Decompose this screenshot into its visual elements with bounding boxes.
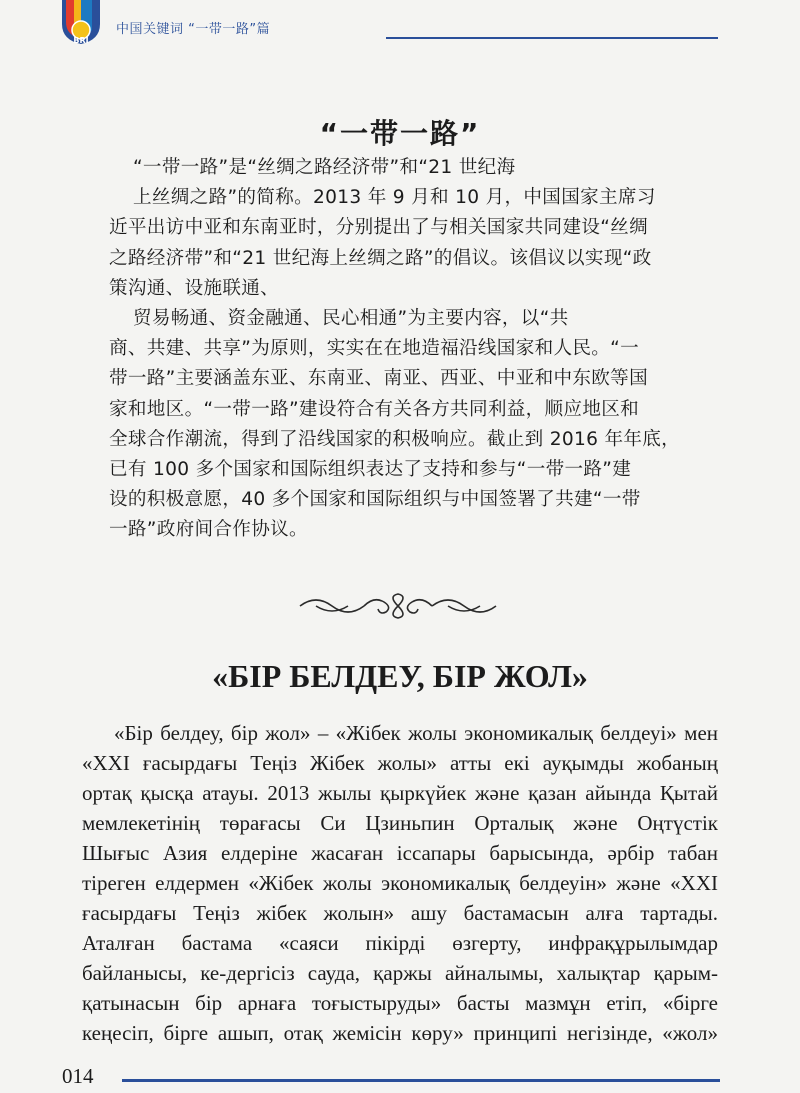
kz-line: ортақ қысқа атауы. 2013 жылы қыркүйек және қазан айында Қытай [82, 781, 718, 805]
bri-logo [56, 0, 106, 46]
kz-line: байланысы, ке-дергісіз сауда, қаржы айналымы, халықтар қарым- [82, 961, 718, 985]
cn-line: 带一路”主要涵盖东亚、东南亚、南亚、西亚、中亚和中东欧等国 [109, 368, 648, 390]
series-title: 中国关键词 “一带一路”篇 [116, 22, 271, 37]
kz-line: Шығыс Азия елдеріне жасаған іссапары барысында, әрбір табан [82, 841, 718, 865]
kz-line: «Бір белдеу, бір жол» – «Жібек жолы экономикалық белдеуі» мен [114, 721, 718, 745]
kz-line: Аталған бастама «саяси пікірді өзгерту, инфрақұрылымдар [82, 931, 718, 955]
kz-line: кеңесіп, бірге ашып, отақ жемісін көру» принципі негізінде, «жол» [82, 1021, 718, 1045]
page-header [0, 0, 800, 50]
kz-line: қатынасын бір арнаға тоғыстыруды» басты мазмұн етіп, «бірге [82, 991, 718, 1015]
chinese-heading: “一带一路” [319, 117, 481, 150]
cn-line: 贸易畅通、资金融通、民心相通”为主要内容，以“共 [133, 308, 569, 330]
cn-line: 近平出访中亚和东南亚时，分别提出了与相关国家共同建设“丝绸 [109, 217, 648, 239]
cn-line: 全球合作潮流，得到了沿线国家的积极响应。截止到 2016 年年底， [109, 428, 681, 450]
cn-line: 一路”政府间合作协议。 [109, 519, 308, 541]
kazakh-heading: «БІР БЕЛДЕУ, БІР ЖОЛ» [212, 658, 588, 694]
chinese-paragraph [109, 153, 703, 546]
logo-text: BRI [73, 36, 89, 45]
kz-line: мемлекетінің төрағасы Си Цзиньпин Орталық және Оңтүстік [82, 811, 718, 835]
cn-line: 之路经济带”和“21 世纪海上丝绸之路”的倡议。该倡议以实现“政 [109, 247, 652, 269]
cn-line: 设的积极意愿，40 多个国家和国际组织与中国签署了共建“一带 [109, 489, 641, 511]
cn-line: 已有 100 多个国家和国际组织表达了支持和参与“一带一路”建 [109, 459, 632, 481]
kazakh-paragraph [82, 718, 718, 1048]
cn-line: “一带一路”是“丝绸之路经济带”和“21 世纪海 [133, 157, 516, 178]
cn-line: 商、共建、共享”为原则，实实在在地造福沿线国家和人民。“一 [109, 338, 639, 360]
kz-line: ғасырдағы Теңіз жібек жолын» ашу бастамасын алға тартады. [82, 901, 718, 925]
cn-line: 策沟通、设施联通、 [109, 277, 280, 299]
footer-rule [122, 1079, 720, 1082]
cn-line: 家和地区。“一带一路”建设符合有关各方共同利益，顺应地区和 [109, 398, 639, 420]
kz-line: тіреген елдермен «Жібек жолы экономикалық белдеуін» және «XXI [82, 871, 718, 895]
page-number: 014 [62, 1064, 94, 1088]
kz-line: «XXI ғасырдағы Теңіз Жібек жолы» атты екі ауқымды жобаның [82, 751, 718, 775]
flourish-divider [296, 588, 500, 624]
cn-line: 上丝绸之路”的简称。2013 年 9 月和 10 月，中国国家主席习 [133, 187, 656, 209]
header-rule [386, 37, 718, 39]
